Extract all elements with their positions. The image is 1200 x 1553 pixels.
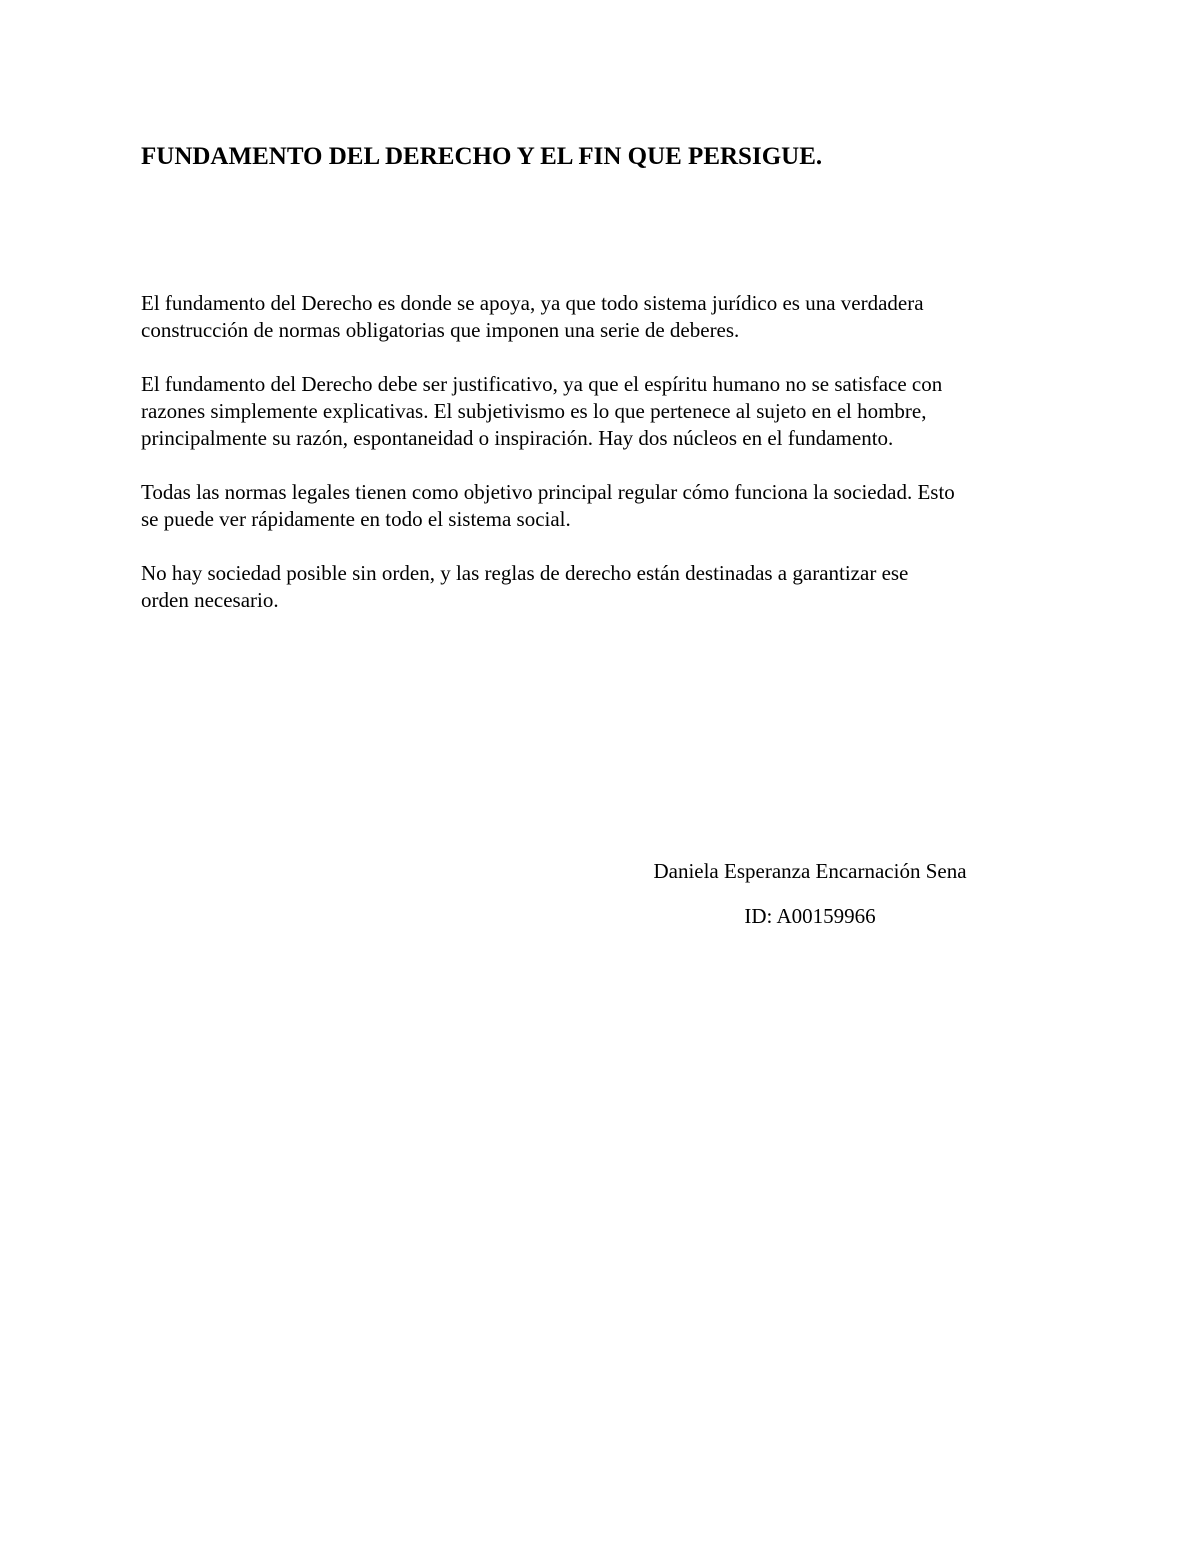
- signature-block: [600, 858, 1020, 948]
- paragraph-4: [141, 560, 1071, 614]
- paragraph-line: El fundamento del Derecho es donde se apoya, ya que todo sistema jurídico es una verdadera: [141, 291, 924, 315]
- paragraph-line: orden necesario.: [141, 588, 279, 612]
- paragraph-line: principalmente su razón, espontaneidad o inspiración. Hay dos núcleos en el fundamento.: [141, 426, 894, 450]
- paragraph-line: El fundamento del Derecho debe ser justificativo, ya que el espíritu humano no se satisface con: [141, 372, 943, 396]
- paragraph-line: No hay sociedad posible sin orden, y las reglas de derecho están destinadas a garantizar ese: [141, 561, 909, 585]
- author-id: ID: A00159966: [744, 904, 876, 928]
- paragraph-line: razones simplemente explicativas. El subjetivismo es lo que pertenece al sujeto en el hombre,: [141, 399, 927, 423]
- paragraph-line: se puede ver rápidamente en todo el sistema social.: [141, 507, 571, 531]
- document-body: [141, 290, 1071, 641]
- paragraph-3: [141, 479, 1071, 533]
- document-title: FUNDAMENTO DEL DERECHO Y EL FIN QUE PERSIGUE.: [141, 143, 823, 170]
- paragraph-2: [141, 371, 1071, 452]
- paragraph-line: Todas las normas legales tienen como objetivo principal regular cómo funciona la sociedad. Esto: [141, 480, 955, 504]
- author-name: Daniela Esperanza Encarnación Sena: [653, 859, 967, 883]
- paragraph-1: [141, 290, 1071, 344]
- paragraph-line: construcción de normas obligatorias que imponen una serie de deberes.: [141, 318, 740, 342]
